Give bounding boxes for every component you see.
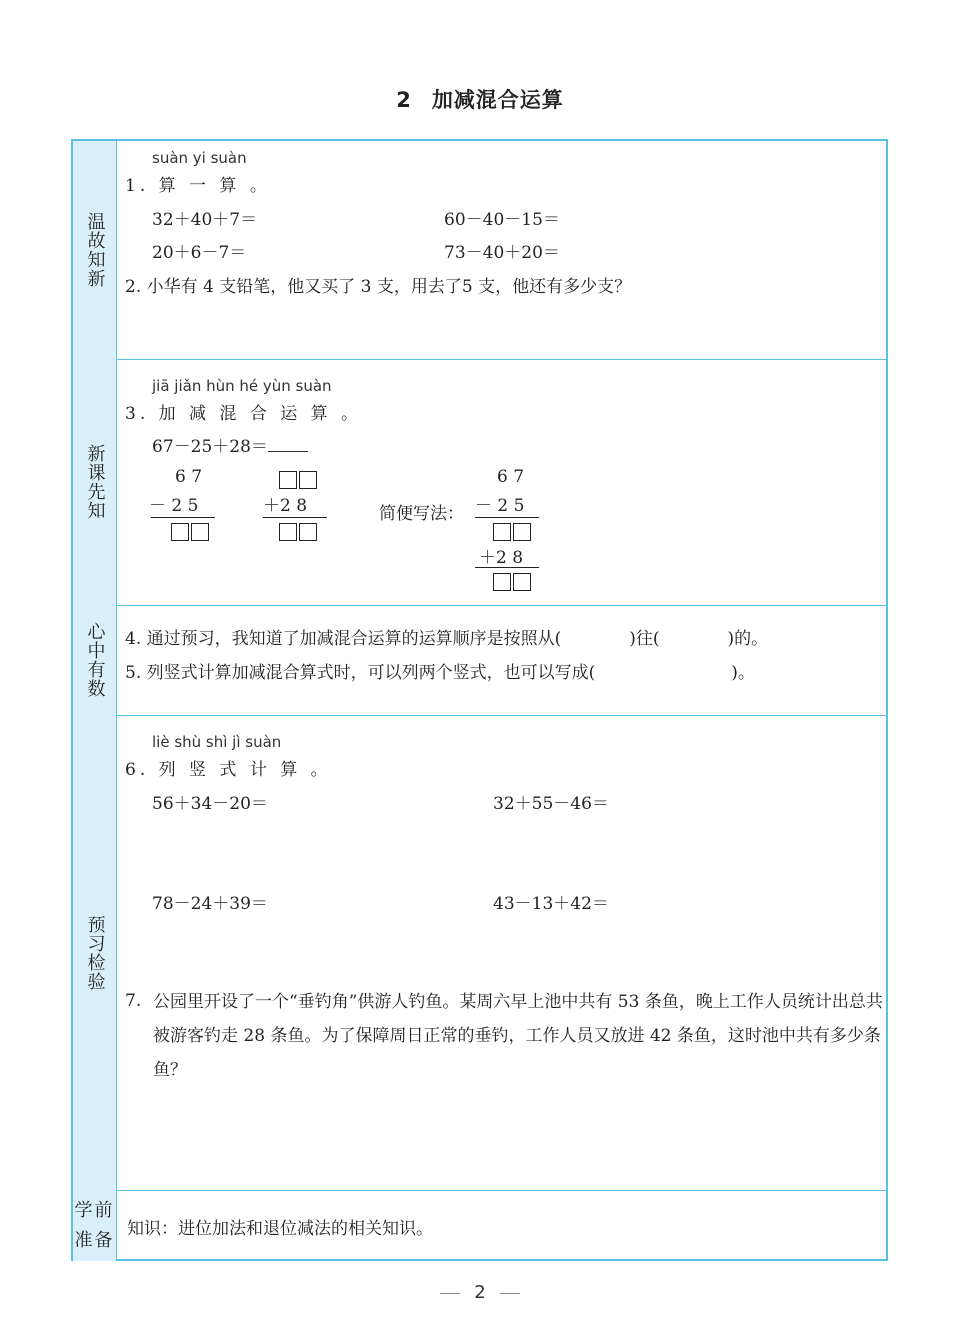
section-mind-label: 心中有数 [73,605,117,715]
q2-text: 2. 小华有 4 支铅笔，他又买了 3 支，用去了5 支，他还有多少支？ [125,277,632,297]
q5-text: 5. 列竖式计算加减混合算式时，可以列两个竖式，也可以写成( )。 [125,663,755,683]
answer-blank[interactable] [268,437,308,452]
q6-expr-c: 78－24＋39＝ [152,894,268,914]
worksheet-frame [71,139,888,1261]
simple-minus: － 2 5 [475,496,525,516]
q7-number: 7. [125,991,142,1011]
q4-text: 4. 通过预习，我知道了加减混合运算的运算顺序是按照从( )往( )的。 [125,629,769,649]
q6-title: 6. 列 竖 式 计 算 。 [125,760,332,780]
v2-top-boxes[interactable] [279,469,319,489]
q7-text: 公园里开设了一个“垂钓角”供游人钓鱼。某周六早上池中共有 53 条鱼，晚上工作人员统计出总共被游客钓走 28 条鱼。为了保障周日正常的垂钓，工作人员又放进 42 条鱼，这时池中共有多少条鱼？ [153,992,883,1080]
q1-pinyin: suàn yi suàn [152,149,247,167]
prep-text: 知识：进位加法和退位减法的相关知识。 [127,1219,433,1239]
section-new [73,359,888,606]
simple-rule-2 [475,567,539,568]
lesson-title-text: 加减混合运算 [431,88,564,112]
q3-title: 3. 加 减 混 合 运 算 。 [125,404,363,424]
prep-label-top: 学前 [74,1199,115,1221]
q1-expr-c: 20＋6－7＝ [152,243,247,263]
q6-pinyin: liè shù shì jì suàn [152,733,282,751]
lesson-number: 2 [396,88,412,112]
q1-title: 1. 算 一 算 。 [125,176,271,196]
section-mind [73,605,888,716]
v1-top: 6 7 [175,467,203,487]
section-prep [73,1190,888,1261]
q1-expr-a: 32＋40＋7＝ [152,210,258,230]
simple-boxes-2[interactable] [493,571,533,591]
q6-expr-a: 56＋34－20＝ [152,794,268,814]
v2-rule [263,517,327,518]
q3-pinyin: jiā jiǎn hùn hé yùn suàn [152,377,332,395]
prep-label-bottom: 准备 [74,1229,115,1251]
q3-expr: 67－25＋28＝ [152,432,308,457]
lesson-title [0,84,960,114]
v1-rule [151,517,215,518]
v2-answer-boxes[interactable] [279,521,319,541]
simple-plus: ＋2 8 [479,548,524,568]
simple-boxes-1[interactable] [493,521,533,541]
simple-rule-1 [475,517,539,518]
q6-expr-b: 32＋55－46＝ [493,794,609,814]
section-review [73,141,888,360]
section-check-label: 预习检验 [73,715,117,1190]
section-prep-label [73,1190,117,1261]
simple-label: 简便写法： [379,504,464,524]
simple-top: 6 7 [497,467,525,487]
q1-expr-b: 60－40－15＝ [444,210,560,230]
v1-answer-boxes[interactable] [171,521,211,541]
q6-expr-d: 43－13＋42＝ [493,894,609,914]
v1-minus: － 2 5 [149,496,199,516]
v2-plus: ＋2 8 [263,496,308,516]
page-number: 2 [0,1282,960,1303]
q1-expr-d: 73－40＋20＝ [444,243,560,263]
section-check [73,715,888,1191]
section-new-label: 新课先知 [73,359,117,605]
section-review-label: 温故知新 [73,141,117,359]
